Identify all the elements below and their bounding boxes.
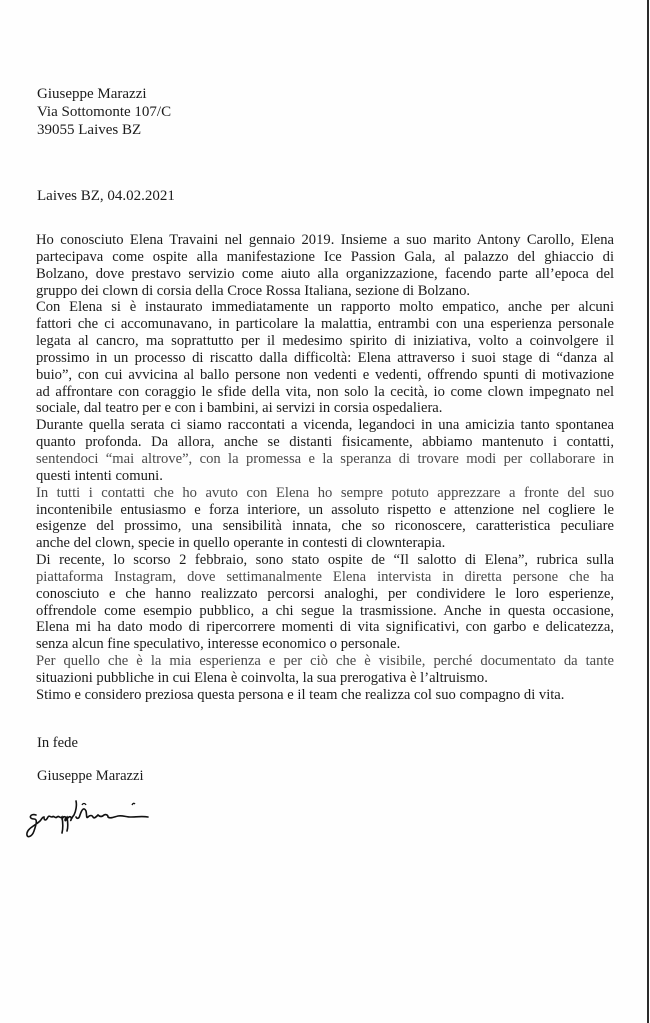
- sender-name: Giuseppe Marazzi: [37, 86, 147, 102]
- letter-line: quanto profonda. Da allora, anche se distanti fisicamente, abbiamo mantenuto i contatti,: [36, 434, 614, 451]
- letter-line: Stimo e considero preziosa questa persona e il team che realizza col suo compagno di vita.: [36, 686, 565, 703]
- letter-line: conosciuto e che hanno realizzato percorsi analoghi, per condividere le loro esperienze,: [36, 585, 614, 602]
- letter-line: partecipava come ospite alla manifestazione Ice Passion Gala, al palazzo del ghiaccio di: [36, 248, 614, 265]
- letter-line: piattaforma Instagram, dove settimanalmente Elena intervista in diretta persone che ha: [36, 568, 614, 585]
- letter-line: senza alcun fine speculativo, interesse economico o personale.: [36, 636, 401, 653]
- closing-phrase: In fede: [37, 735, 78, 751]
- letter-line: sentendoci “mai altrove”, con la promessa e la speranza di trovare modi per collaborare in: [36, 450, 614, 467]
- letter-line: Di recente, lo scorso 2 febbraio, sono stato ospite de “Il salotto di Elena”, rubrica sulla: [36, 552, 614, 569]
- letter-line: prossimo in un processo di riscatto dalla difficoltà: Elena attraverso i suoi stage di “danza al: [36, 349, 614, 366]
- letter-line: Bolzano, dove prestavo servizio come aiuto alla organizzazione, facendo parte all’epoca del: [36, 265, 614, 282]
- letter-line: buio”, con cui avvicina al ballo persone non vedenti e vedenti, offrendo spunti di motivazione: [36, 366, 614, 383]
- sender-city: 39055 Laives BZ: [37, 122, 142, 138]
- letter-line: sociale, dal teatro per e con i bambini, ai servizi in corsia ospedaliera.: [36, 400, 443, 417]
- letter-line: questi intenti comuni.: [36, 467, 163, 484]
- letter-body: [36, 232, 614, 704]
- letter-date: Laives BZ, 04.02.2021: [37, 188, 175, 204]
- letter-line: offrendole come esempio pubblico, a chi segue la trasmissione. Anche in questa occasione,: [36, 602, 614, 619]
- sender-address-block: [37, 85, 171, 139]
- letter-line: incontenibile entusiasmo e forza interiore, un assoluto rispetto e attenzione nel cogliere le: [36, 501, 614, 518]
- letter-line: anche del clown, specie in quello operante in contesti di clownterapia.: [36, 535, 446, 552]
- letter-line: esigenze del prossimo, una sensibilità innata, che so riconoscere, caratteristica peculiare: [36, 518, 614, 535]
- letter-line: In tutti i contatti che ho avuto con Elena ho sempre potuto apprezzare a fronte del suo: [36, 484, 614, 501]
- letter-line: situazioni pubbliche in cui Elena è coinvolta, la sua prerogativa è l’altruismo.: [36, 669, 488, 686]
- page-edge-line: [647, 0, 649, 1023]
- letter-line: gruppo dei clown di corsia della Croce Rossa Italiana, sezione di Bolzano.: [36, 282, 471, 299]
- letter-line: ad affrontare con coraggio le sfide della vita, non solo la cecità, io come clown impegnato nel: [36, 383, 614, 400]
- letter-line: legata al cancro, ma soprattutto per il medesimo spirito di iniziativa, volto a coinvolgere il: [36, 333, 614, 350]
- letter-line: Elena mi ha dato modo di ripercorrere momenti di vita significativi, con garbo e delicatezza,: [36, 619, 614, 636]
- letter-line: fattori che ci accomunavano, in particolare la malattia, entrambi con una esperienza personale: [36, 316, 614, 333]
- signatory-name: Giuseppe Marazzi: [37, 768, 144, 784]
- letter-line: Durante quella serata ci siamo raccontati a vicenda, legandoci in una amicizia tanto spontanea: [36, 417, 614, 434]
- letter-line: Ho conosciuto Elena Travaini nel gennaio 2019. Insieme a suo marito Antony Carollo, Elena: [36, 232, 614, 248]
- letter-line: Con Elena si è instaurato immediatamente un rapporto molto empatico, anche per alcuni: [36, 299, 614, 316]
- handwritten-signature: [22, 795, 162, 840]
- sender-street: Via Sottomonte 107/C: [37, 104, 172, 120]
- letter-line: Per quello che è la mia esperienza e per ciò che è visibile, perché documentato da tante: [36, 653, 614, 670]
